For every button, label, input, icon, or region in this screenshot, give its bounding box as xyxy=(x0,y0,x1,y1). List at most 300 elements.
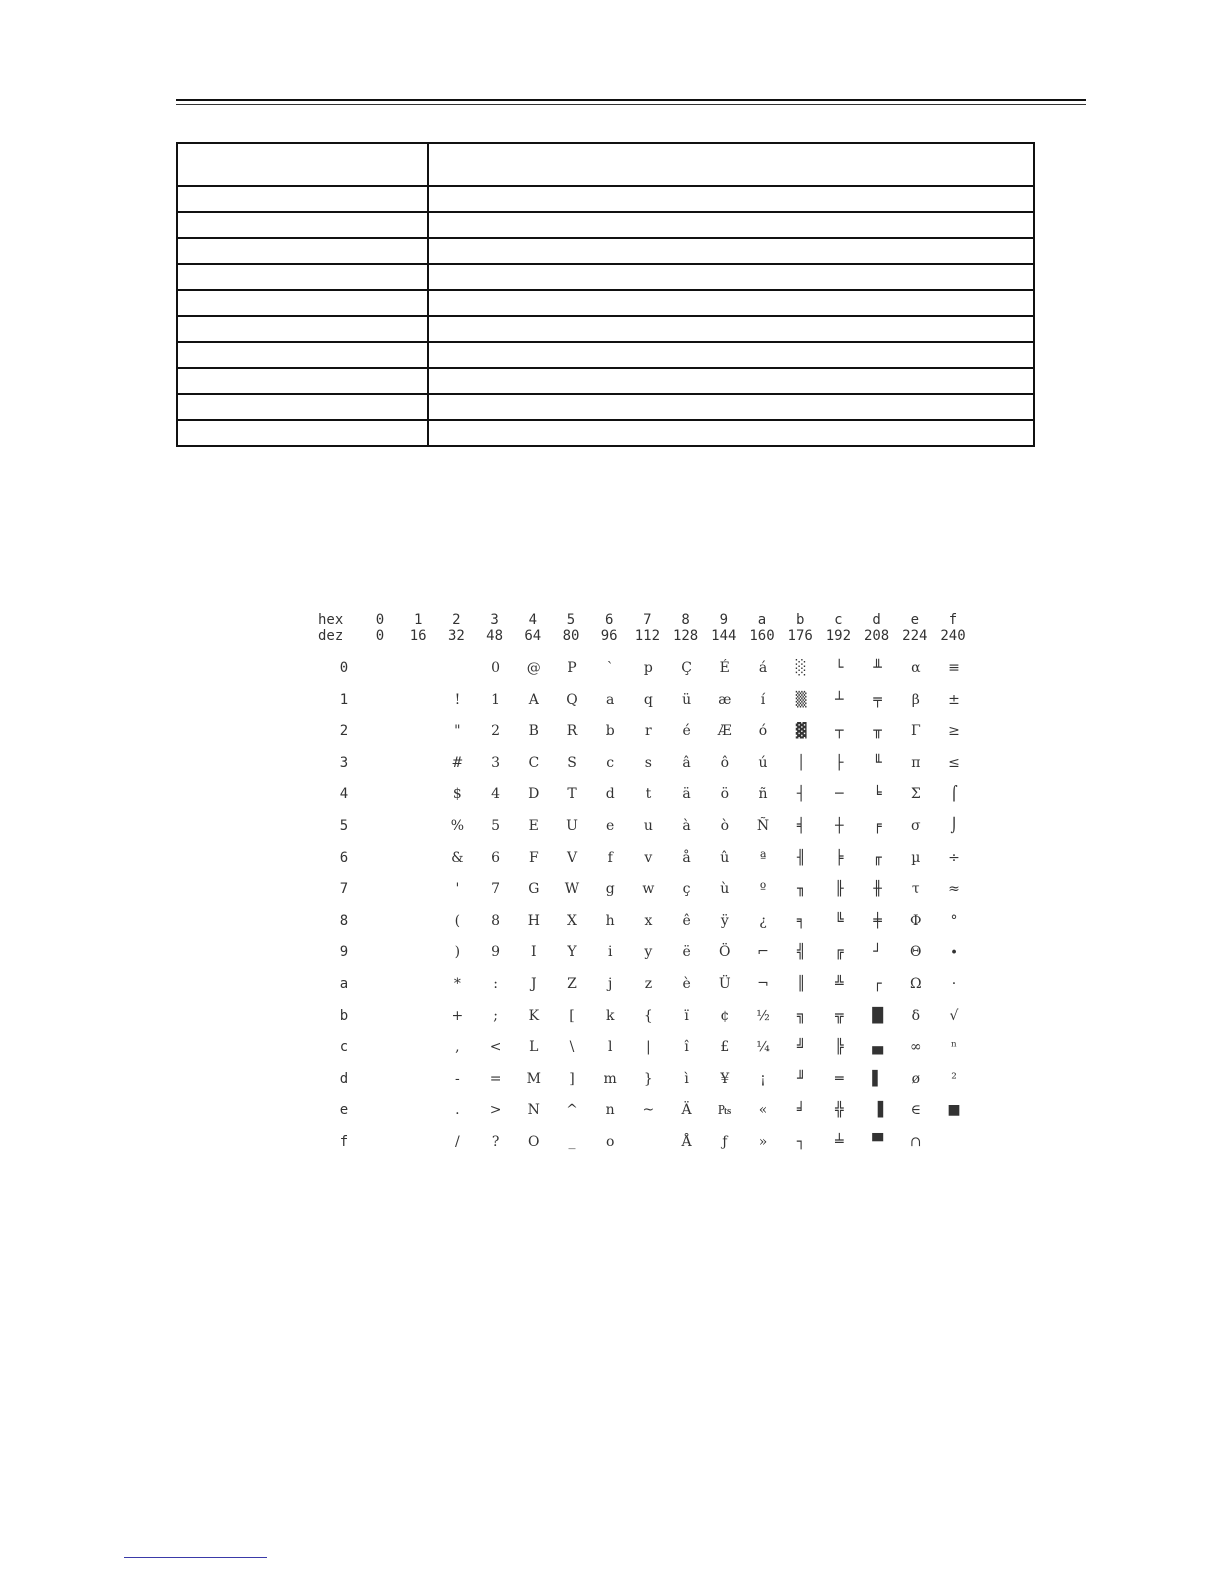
character-cell: O xyxy=(528,1134,540,1150)
column-hex-header: 7 xyxy=(643,612,652,628)
character-cell: è xyxy=(682,976,691,992)
footer-link-underline xyxy=(124,1557,267,1558)
character-cell: ╒ xyxy=(873,818,882,834)
character-cell: w xyxy=(642,881,655,898)
column-dec-header: 192 xyxy=(825,628,852,644)
character-cell: } xyxy=(643,1070,653,1087)
character-cell: ╢ xyxy=(796,849,806,866)
character-cell: ╬ xyxy=(835,1102,844,1119)
character-cell: å xyxy=(682,849,691,866)
character-cell: 5 xyxy=(491,818,501,834)
character-cell: * xyxy=(453,976,461,992)
character-cell: π xyxy=(911,754,921,771)
character-cell: : xyxy=(493,976,498,992)
table-cell xyxy=(177,212,428,238)
character-cell: R xyxy=(566,723,578,740)
character-cell: Ñ xyxy=(756,818,770,834)
column-hex-header: e xyxy=(910,612,920,628)
table-header-row xyxy=(177,143,1034,186)
character-cell: + xyxy=(451,1007,464,1024)
character-cell: = xyxy=(489,1070,502,1087)
character-cell: é xyxy=(682,723,691,740)
character-cell: ╛ xyxy=(796,1102,806,1119)
character-cell: δ xyxy=(911,1007,921,1024)
character-cell: ╦ xyxy=(835,1007,844,1024)
column-dec-header: 208 xyxy=(863,628,890,644)
character-cell: o xyxy=(605,1134,615,1150)
dec-header-label: dez xyxy=(318,628,344,644)
character-cell: B xyxy=(528,723,539,740)
character-cell: X xyxy=(567,912,577,929)
character-cell: ^ xyxy=(566,1102,578,1119)
character-cell: ∞ xyxy=(909,1039,922,1056)
header-rule-thick xyxy=(176,99,1086,101)
character-cell: $ xyxy=(452,786,462,803)
character-cell: b xyxy=(605,723,615,740)
character-cell: Z xyxy=(567,976,577,992)
character-cell: # xyxy=(451,754,464,771)
character-cell: N xyxy=(527,1102,540,1119)
character-cell: « xyxy=(758,1102,768,1119)
character-cell: ¡ xyxy=(760,1070,766,1087)
table-cell xyxy=(428,394,1034,420)
table-row xyxy=(177,394,1034,420)
character-cell: K xyxy=(528,1007,540,1024)
character-cell: j xyxy=(608,976,613,992)
character-cell: ▀ xyxy=(872,1134,883,1150)
column-hex-header: 8 xyxy=(681,612,690,628)
character-cell: \ xyxy=(569,1039,575,1056)
character-cell: î xyxy=(684,1039,689,1056)
character-cell: ∩ xyxy=(909,1134,922,1150)
character-cell: ! xyxy=(454,691,461,708)
character-cell: â xyxy=(682,754,691,771)
row-hex-label: 9 xyxy=(339,944,349,961)
character-cell: ò xyxy=(720,818,730,834)
character-cell: β xyxy=(911,691,920,708)
table-cell xyxy=(177,368,428,394)
table-cell xyxy=(177,238,428,264)
character-cell: t xyxy=(645,786,652,803)
character-cell: l xyxy=(607,1039,613,1056)
character-cell: Ω xyxy=(909,976,922,992)
table-row xyxy=(177,238,1034,264)
character-cell: A xyxy=(528,691,539,708)
character-cell: ╪ xyxy=(873,912,882,929)
character-cell: ~ xyxy=(642,1102,655,1119)
character-cell: ² xyxy=(951,1070,957,1087)
character-cell: ╝ xyxy=(796,1039,806,1056)
column-dec-header: 96 xyxy=(600,628,618,644)
character-cell: r xyxy=(645,723,652,740)
character-cell: ù xyxy=(720,881,730,898)
character-cell: - xyxy=(455,1070,460,1087)
column-hex-header: 0 xyxy=(375,612,385,628)
character-cell: » xyxy=(758,1134,768,1150)
character-cell: ┴ xyxy=(835,691,844,708)
row-hex-label: 5 xyxy=(339,818,349,834)
character-cell: ó xyxy=(758,723,768,740)
column-dec-header: 176 xyxy=(787,628,813,644)
row-hex-label: 1 xyxy=(339,691,349,708)
character-cell: ½ xyxy=(756,1007,770,1024)
character-cell: E xyxy=(528,818,539,834)
column-dec-header: 32 xyxy=(447,628,465,644)
table-row xyxy=(177,264,1034,290)
character-cell: ╗ xyxy=(796,1007,806,1024)
character-cell: ? xyxy=(491,1134,500,1150)
character-cell: Φ xyxy=(910,912,922,929)
character-cell: < xyxy=(489,1039,502,1056)
character-cell: ╡ xyxy=(796,818,806,834)
column-dec-header: 16 xyxy=(409,628,427,644)
character-cell: σ xyxy=(911,818,921,834)
character-cell: / xyxy=(455,1134,460,1150)
table-cell xyxy=(428,212,1034,238)
empty-table xyxy=(176,142,1035,447)
character-cell: ═ xyxy=(835,1070,844,1087)
table-cell xyxy=(428,342,1034,368)
column-dec-header: 240 xyxy=(940,628,966,644)
column-hex-header: 4 xyxy=(528,612,538,628)
character-cell: _ xyxy=(568,1134,576,1150)
character-cell: & xyxy=(451,849,464,866)
character-cell: ║ xyxy=(796,976,806,992)
character-cell: C xyxy=(528,754,540,771)
row-hex-label: a xyxy=(339,976,349,992)
character-cell: ├ xyxy=(835,754,844,771)
character-cell: " xyxy=(454,723,461,740)
character-cell: ╥ xyxy=(873,723,882,740)
column-hex-header: b xyxy=(795,612,805,628)
character-cell: ì xyxy=(684,1070,689,1087)
character-cell: ¢ xyxy=(720,1007,730,1024)
character-cell: █ xyxy=(872,1007,883,1024)
character-cell: ╩ xyxy=(835,976,844,992)
row-hex-label: 7 xyxy=(339,881,349,898)
table-cell xyxy=(428,264,1034,290)
table-cell xyxy=(177,420,428,446)
table-cell xyxy=(177,342,428,368)
row-hex-label: 6 xyxy=(339,849,349,866)
character-cell: ┌ xyxy=(873,976,882,992)
row-hex-label: d xyxy=(339,1070,349,1087)
character-cell: ┤ xyxy=(796,786,806,803)
character-cell: V xyxy=(566,849,578,866)
header-rule-thin xyxy=(176,104,1086,105)
character-cell: v xyxy=(644,849,653,866)
table-cell xyxy=(177,394,428,420)
character-cell: ╓ xyxy=(873,849,882,866)
character-cell: [ xyxy=(569,1007,575,1024)
column-dec-header: 0 xyxy=(375,628,385,644)
character-cell: m xyxy=(603,1070,617,1087)
column-hex-header: a xyxy=(757,612,767,628)
column-dec-header: 144 xyxy=(711,628,737,644)
character-cell: ╘ xyxy=(873,786,882,803)
table-row xyxy=(177,420,1034,446)
table-row xyxy=(177,212,1034,238)
character-cell: F xyxy=(528,849,539,866)
character-cell: c xyxy=(606,754,615,771)
character-cell: à xyxy=(682,818,691,834)
character-cell: ╚ xyxy=(835,912,844,929)
character-cell: ô xyxy=(720,754,730,771)
character-cell: ▄ xyxy=(872,1039,883,1056)
character-cell: f xyxy=(607,849,613,866)
character-cell: ( xyxy=(454,912,461,929)
character-cell: ; xyxy=(493,1007,498,1024)
table-cell xyxy=(428,143,1034,186)
table-cell xyxy=(428,368,1034,394)
character-cell: ≡ xyxy=(948,660,960,676)
character-cell: ' xyxy=(455,881,460,898)
row-hex-label: 0 xyxy=(339,660,349,676)
character-cell: y xyxy=(644,944,653,961)
character-cell: ∙ xyxy=(950,944,958,961)
column-hex-header: f xyxy=(948,612,958,628)
character-cell: u xyxy=(643,818,653,834)
character-cell: ≥ xyxy=(948,723,960,740)
column-hex-header: 5 xyxy=(566,612,576,628)
character-cell: ú xyxy=(758,754,768,771)
character-cell: h xyxy=(605,912,615,929)
character-cell: √ xyxy=(949,1007,959,1024)
character-cell: ▌ xyxy=(872,1070,883,1087)
character-cell: 7 xyxy=(491,881,501,898)
column-dec-header: 80 xyxy=(562,628,580,644)
column-dec-header: 224 xyxy=(902,628,928,644)
character-cell: Ö xyxy=(719,944,731,961)
column-hex-header: 2 xyxy=(452,612,461,628)
character-cell: ▒ xyxy=(795,691,807,708)
character-cell: ñ xyxy=(758,786,768,803)
character-cell: i xyxy=(607,944,613,961)
character-cell: º xyxy=(759,881,767,898)
character-cell: 4 xyxy=(491,786,501,803)
character-cell: ╠ xyxy=(835,1039,844,1056)
character-cell: ⁿ xyxy=(950,1039,958,1056)
row-hex-label: 2 xyxy=(339,723,349,740)
character-cell: ¥ xyxy=(720,1070,730,1087)
table-cell xyxy=(177,290,428,316)
character-cell: µ xyxy=(911,849,921,866)
table-cell xyxy=(428,316,1034,342)
character-cell: d xyxy=(605,786,615,803)
character-cell: Θ xyxy=(910,944,922,961)
character-cell: ] xyxy=(569,1070,575,1087)
table-cell xyxy=(428,290,1034,316)
character-cell: W xyxy=(564,881,580,898)
character-cell: ≤ xyxy=(948,754,960,771)
column-dec-header: 64 xyxy=(524,628,542,644)
column-hex-header: 3 xyxy=(490,612,499,628)
character-cell: Æ xyxy=(717,723,732,740)
character-cell: ┐ xyxy=(796,1134,806,1150)
table-cell xyxy=(428,186,1034,212)
character-cell: ╖ xyxy=(796,881,806,898)
character-cell: 1 xyxy=(491,691,501,708)
character-cell: Σ xyxy=(910,786,921,803)
character-cell: ░ xyxy=(795,660,807,676)
character-cell: G xyxy=(528,881,540,898)
character-cell: H xyxy=(527,912,540,929)
table-cell xyxy=(177,143,428,186)
character-cell: k xyxy=(605,1007,615,1024)
character-cell: í xyxy=(760,691,766,708)
table-row xyxy=(177,342,1034,368)
character-cell: ƒ xyxy=(722,1134,728,1150)
character-cell: % xyxy=(450,818,465,834)
character-cell: ± xyxy=(948,691,960,708)
table-cell xyxy=(428,238,1034,264)
character-cell: z xyxy=(644,976,653,992)
character-cell: 0 xyxy=(491,660,501,676)
character-cell: ö xyxy=(720,786,730,803)
character-cell: ü xyxy=(682,691,692,708)
character-cell: ë xyxy=(682,944,691,961)
column-hex-header: d xyxy=(872,612,881,628)
character-cell: ╞ xyxy=(835,849,844,866)
character-cell: ) xyxy=(454,944,461,961)
character-cell: U xyxy=(566,818,578,834)
character-cell: ä xyxy=(682,786,691,803)
table-row xyxy=(177,290,1034,316)
character-cell: ┘ xyxy=(873,944,882,961)
column-hex-header: 9 xyxy=(719,612,729,628)
character-cell: M xyxy=(526,1070,541,1087)
character-cell: û xyxy=(720,849,730,866)
character-cell: ° xyxy=(950,912,958,929)
character-cell: ∈ xyxy=(910,1102,921,1119)
character-cell: { xyxy=(643,1007,653,1024)
character-cell: Å xyxy=(681,1134,692,1150)
character-cell: e xyxy=(606,818,615,834)
character-cell: ╕ xyxy=(796,912,806,929)
character-cell: g xyxy=(605,881,615,898)
character-cell: 3 xyxy=(491,754,501,771)
table-cell xyxy=(177,186,428,212)
character-cell: T xyxy=(567,786,577,803)
character-cell: æ xyxy=(718,691,732,708)
character-cell: s xyxy=(644,754,652,771)
character-cell: ⌠ xyxy=(950,786,958,803)
character-cell: É xyxy=(719,660,730,676)
character-cell: ╣ xyxy=(796,944,806,961)
character-cell: P xyxy=(567,660,577,676)
table-row xyxy=(177,368,1034,394)
character-cell: └ xyxy=(835,660,844,676)
character-cell: τ xyxy=(911,881,920,898)
character-cell: ¿ xyxy=(759,912,767,929)
table-cell xyxy=(177,264,428,290)
hex-header-label: hex xyxy=(318,612,344,628)
character-cell: p xyxy=(643,660,653,676)
character-cell: ¬ xyxy=(757,976,769,992)
character-cell: ø xyxy=(911,1070,921,1087)
character-cell: │ xyxy=(796,754,806,771)
character-cell: L xyxy=(529,1039,539,1056)
character-cell: ╔ xyxy=(835,944,844,961)
character-cell: Y xyxy=(567,944,577,961)
character-cell: ≈ xyxy=(948,881,960,898)
character-set-table xyxy=(318,612,968,1157)
character-cell: ÷ xyxy=(948,849,960,866)
table-row xyxy=(177,186,1034,212)
character-cell: ê xyxy=(682,912,691,929)
character-cell: Ü xyxy=(718,976,731,992)
character-cell: Γ xyxy=(910,723,921,740)
row-hex-label: c xyxy=(339,1039,349,1056)
character-cell: S xyxy=(567,754,577,771)
character-cell: J xyxy=(530,976,537,992)
character-cell: ₧ xyxy=(718,1102,732,1119)
character-cell: £ xyxy=(720,1039,730,1056)
character-cell: @ xyxy=(526,660,541,676)
table-cell xyxy=(177,316,428,342)
character-cell: ¼ xyxy=(756,1039,770,1056)
character-cell: Q xyxy=(566,691,578,708)
character-cell: · xyxy=(951,976,957,992)
character-cell: D xyxy=(528,786,540,803)
character-cell: ▐ xyxy=(872,1102,883,1119)
row-hex-label: 8 xyxy=(339,912,349,929)
character-cell: | xyxy=(646,1039,651,1056)
character-cell: ╧ xyxy=(835,1134,844,1150)
character-cell: ╟ xyxy=(835,881,844,898)
character-cell: ï xyxy=(684,1007,689,1024)
table-row xyxy=(177,316,1034,342)
character-cell: ╤ xyxy=(873,691,882,708)
character-cell: ╫ xyxy=(873,881,882,898)
character-cell: ─ xyxy=(835,786,844,803)
character-cell: á xyxy=(758,660,768,676)
column-hex-header: 1 xyxy=(413,612,423,628)
character-cell: 6 xyxy=(491,849,501,866)
character-cell: α xyxy=(911,660,921,676)
row-hex-label: e xyxy=(339,1102,349,1119)
column-dec-header: 160 xyxy=(749,628,775,644)
character-cell: ╜ xyxy=(796,1070,806,1087)
character-cell: ┬ xyxy=(835,723,844,740)
character-cell: ⌐ xyxy=(757,944,769,961)
character-cell: ` xyxy=(606,660,614,676)
character-cell: ■ xyxy=(947,1102,961,1119)
column-hex-header: 6 xyxy=(604,612,614,628)
character-cell: I xyxy=(531,944,537,961)
row-hex-label: f xyxy=(339,1134,349,1150)
character-cell: 2 xyxy=(491,723,501,740)
character-cell: Ä xyxy=(681,1102,692,1119)
column-dec-header: 48 xyxy=(486,628,504,644)
character-cell: q xyxy=(643,691,653,708)
character-cell: ▓ xyxy=(795,723,807,740)
character-cell: . xyxy=(455,1102,460,1119)
column-dec-header: 128 xyxy=(672,628,699,644)
character-cell: ÿ xyxy=(720,912,729,929)
character-cell: ╨ xyxy=(873,660,882,676)
character-cell: n xyxy=(605,1102,615,1119)
character-cell: x xyxy=(644,912,653,929)
column-hex-header: c xyxy=(834,612,843,628)
character-cell: ª xyxy=(759,849,767,866)
column-dec-header: 112 xyxy=(634,628,661,644)
character-cell: ┼ xyxy=(835,818,844,834)
character-cell: 9 xyxy=(491,944,501,961)
character-cell: a xyxy=(606,691,615,708)
row-hex-label: b xyxy=(339,1007,349,1024)
row-hex-label: 4 xyxy=(339,786,349,803)
